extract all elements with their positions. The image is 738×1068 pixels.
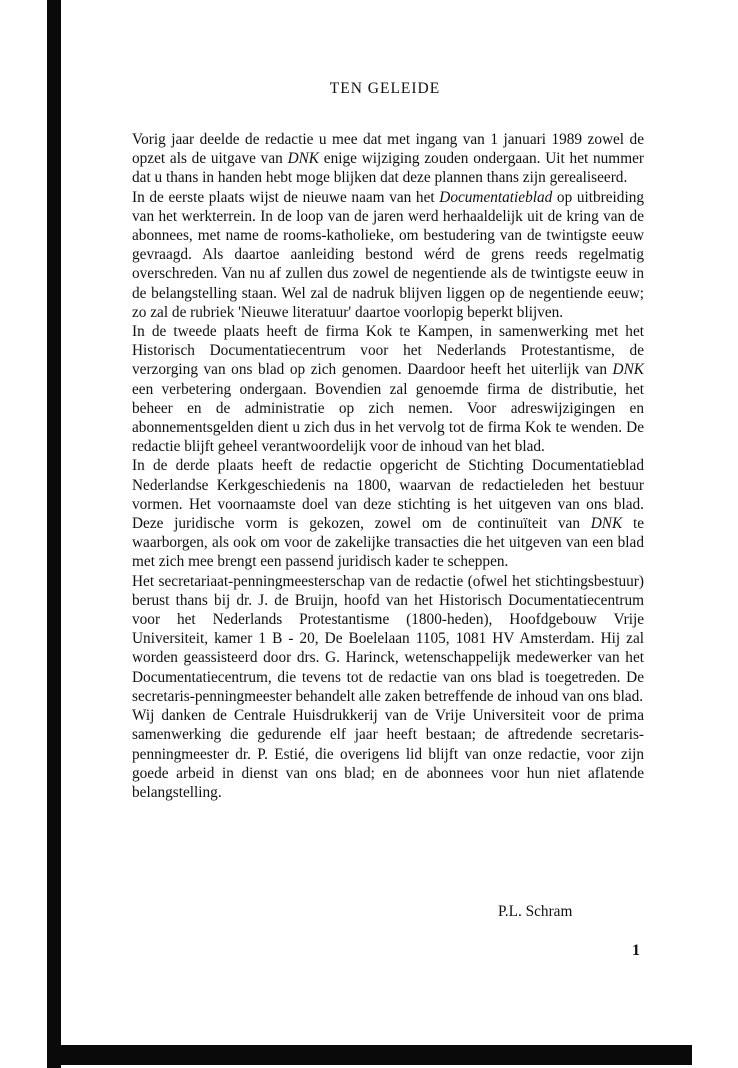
text-run: Vorig jaar deelde de redactie u mee dat met ingang van 1 januari 1989 zowel de opzet als de uitgave van bbox=[132, 131, 644, 168]
text-run: Het secretariaat-penningmeesterschap van de redactie (ofwel het stichtingsbestuur) berust thans bij dr. J. de Bruijn, hoofd van het Historisch Documentatiecentrum voor het Nederlands Protestantisme (1800-heden), Hoofdgebouw Vrije Universiteit, kamer 1 B - 20, De Boelelaan 1105, 1081 HV Amsterdam. Hij zal worden geassisteerd door drs. G. Harinck, wetenschappelijk medewerker van het Documentatiecentrum, die tevens tot de redactie van ons blad is toegetreden. De secretaris-penningmeester behandelt alle zaken betreffende de inhoud van ons blad. bbox=[132, 572, 644, 705]
text-run: In de eerste plaats wijst de nieuwe naam van het bbox=[132, 188, 440, 206]
page-number: 1 bbox=[632, 942, 640, 959]
paragraph bbox=[132, 572, 644, 706]
text-run: Wij danken de Centrale Huisdrukkerij van de Vrije Universiteit voor de prima samenwerking die gedurende elf jaar heeft bestaan; de aftredende secretaris-penningmeester dr. P. Estié, die overigens lid blijft van onze redactie, voor zijn goede arbeid in dienst van ons blad; en de abonnees voor hun niet aflatende belangstelling. bbox=[132, 707, 644, 801]
italic-text: DNK bbox=[287, 150, 320, 168]
italic-text: Documentatieblad bbox=[439, 188, 553, 206]
text-run: In de derde plaats heeft de redactie opgericht de Stichting Documentatieblad Nederlandse Kerkgeschiedenis na 1800, waarvan de redactieleden het bestuur vormen. Het voornaamste doel van deze stichting is het uitgeven van ons blad. Deze juridische vorm is gekozen, zowel om de continuïteit van bbox=[132, 457, 644, 533]
italic-text: DNK bbox=[612, 361, 644, 379]
paragraph bbox=[132, 188, 644, 322]
text-run: In de tweede plaats heeft de firma Kok te Kampen, in samenwerking met het Historisch Documentatiecentrum voor het Nederlands Protestantisme, de verzorging van ons blad op zich genomen. Daardoor heeft het uiterlijk van bbox=[132, 323, 644, 379]
page-title: TEN GELEIDE bbox=[329, 80, 441, 97]
body-text bbox=[132, 130, 644, 802]
text-run: een verbetering ondergaan. Bovendien zal genoemde firma de distributie, het beheer en de administratie op zich nemen. Voor adreswijzigingen en abonnementsgelden dient u zich dus in het vervolg tot de firma Kok te wenden. De redactie blijft geheel verantwoordelijk voor de inhoud van het blad. bbox=[132, 380, 644, 456]
paragraph bbox=[132, 322, 644, 456]
text-run: op uitbreiding van het werkterrein. In de loop van de jaren werd herhaaldelijk uit de kring van de abonnees, met name de rooms-katholieke, om bestudering van de twintigste eeuw gevraagd. Als daartoe aanleiding bestond wérd de grens reeds regelmatig overschreden. Van nu af zullen dus zowel de negentiende als de twintigste eeuw in de belangstelling staan. Wel zal de nadruk blijven liggen op de negentiende eeuw; zo zal de rubriek 'Nieuwe literatuur' daartoe voorlopig beperkt blijven. bbox=[132, 188, 644, 321]
text-run: enige wijziging zouden ondergaan. Uit het nummer dat u thans in handen hebt moge blijken dat deze plannen thans zijn gerealiseerd. bbox=[132, 150, 644, 187]
italic-text: DNK bbox=[590, 515, 623, 533]
paragraph bbox=[132, 456, 644, 571]
text-run: te waarborgen, als ook om voor de zakelijke transacties die het uitgeven van een blad met zich mee brengt een passend juridisch kader te scheppen. bbox=[132, 515, 644, 571]
paragraph bbox=[132, 706, 644, 802]
signature: P.L. Schram bbox=[498, 903, 573, 920]
scan-edge-bottom bbox=[47, 1045, 692, 1065]
scan-edge-left bbox=[47, 0, 61, 1068]
paragraph bbox=[132, 130, 644, 188]
